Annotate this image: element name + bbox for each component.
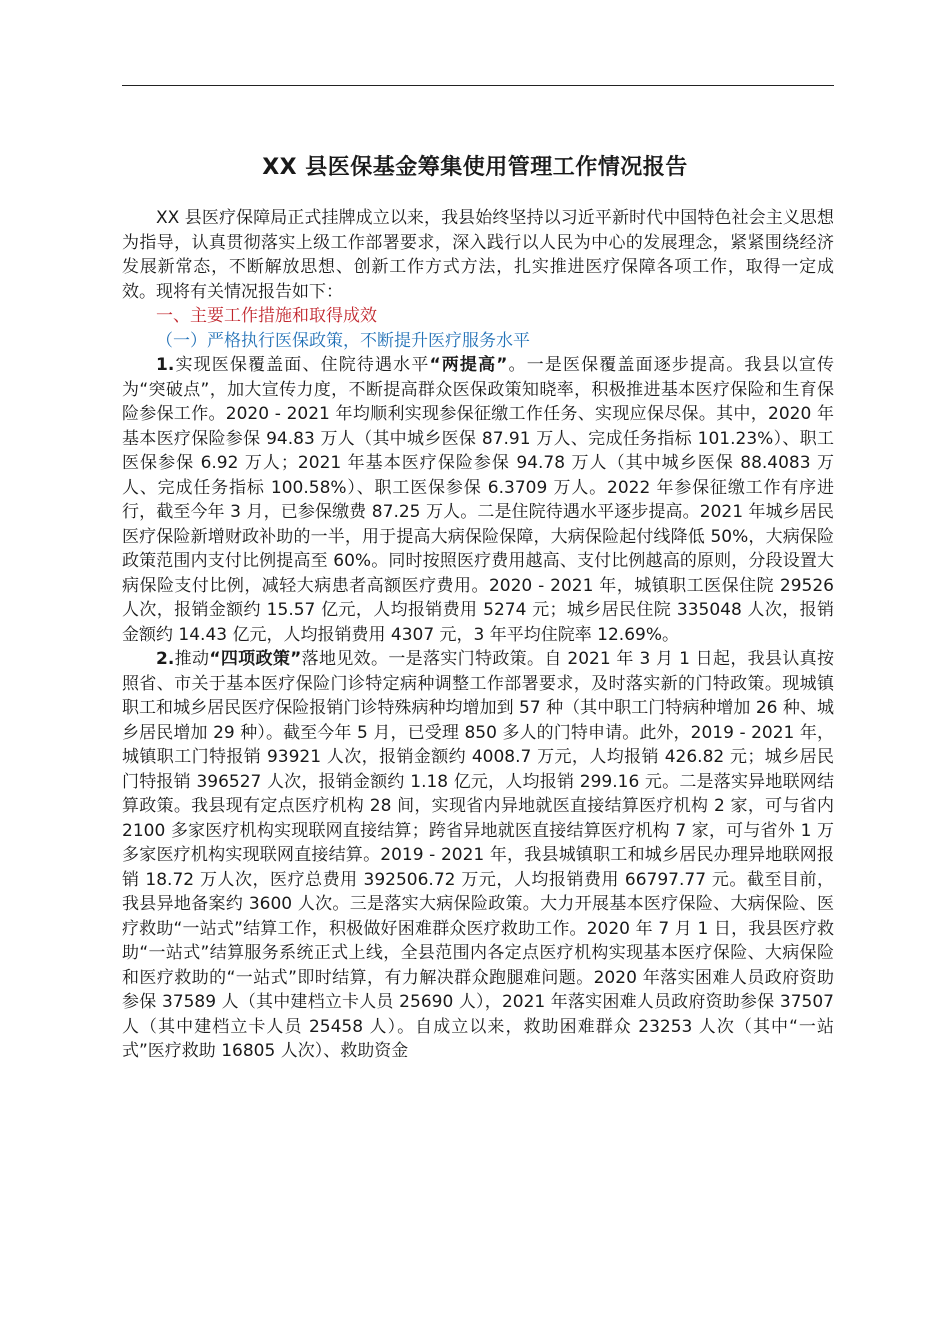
header-rule <box>122 85 834 86</box>
subsection-heading-1: （一）严格执行医保政策，不断提升医疗服务水平 <box>156 330 530 351</box>
item-1-lead-quote: “两提高” <box>429 355 508 375</box>
item-2-lead-end: 落地见效 <box>301 649 371 669</box>
item-2-lead: 推动 <box>174 649 210 669</box>
item-2-lead-quote: “四项政策” <box>209 649 302 669</box>
intro-paragraph: XX 县医疗保障局正式挂牌成立以来，我县始终坚持以习近平新时代中国特色社会主义思想为指导，认真贯彻落实上级工作部署要求，深入践行以人民为中心的发展理念，紧紧围绕经济发展新常态，不断解放思想、创新工作方式方法，扎实推进医疗保障各项工作，取得一定成效。现将有关情况报告如下： <box>122 208 834 302</box>
item-2-paragraph <box>122 647 834 1064</box>
section-heading-1: 一、主要工作措施和取得成效 <box>156 306 377 326</box>
item-1-body: 。一是医保覆盖面逐步提高。我县以宣传为“突破点”，加大宣传力度，不断提高群众医保政策知晓率，积极推进基本医疗保险和生育保险参保工作。2020 - 2021 年均顺利实现参保征缴工作任务、实现应保尽保。其中，2020 年基本医疗保险参保 94.83 万人（其中城乡医保 87.91 万人、完成任务指标 101.23%）、职工医保参保 6.92 万人；2021 年基本医疗保险参保 94.78 万人（其中城乡医保 88.4083 万人、完成任务指标 100.58%）、职工医保参保 6.3709 万人。2022 年参保征缴工作有序进行，截至今年 3 月，已参保缴费 87.25 万人。二是住院待遇水平逐步提高。2021 年城乡居民医疗保险新增财政补助的一半，用于提高大病保险保障，大病保险起付线降低 50%，大病保险政策范围内支付比例提高至 60%。同时按照医疗费用越高、支付比例越高的原则，分段设置大病保险支付比例，减轻大病患者高额医疗费用。2020 - 2021 年，城镇职工医保住院 29526 人次，报销金额约 15.57 亿元，人均报销费用 5274 元；城乡居民住院 335048 人次，报销金额约 14.43 亿元，人均报销费用 4307 元，3 年平均住院率 12.69%。 <box>122 355 835 645</box>
item-2-body: 。一是落实门特政策。自 2021 年 3 月 1 日起，我县认真按照省、市关于基本医疗保险门诊特定病种调整工作部署要求，及时落实新的门特政策。现城镇职工和城乡居民医疗保险报销门诊特殊病种均增加到 57 种（其中职工门特病种增加 26 种、城乡居民增加 29 种）。截至今年 5 月，已受理 850 多人的门特申请。此外，2019 - 2021 年，城镇职工门特报销 93921 人次，报销金额约 4008.7 万元，人均报销 426.82 元；城乡居民门特报销 396527 人次，报销金额约 1.18 亿元，人均报销 299.16 元。二是落实异地联网结算政策。我县现有定点医疗机构 28 间，实现省内异地就医直接结算医疗机构 2 家，可与省内 2100 多家医疗机构实现联网直接结算；跨省异地就医直接结算医疗机构 7 家，可与省外 1 万多家医疗机构实现联网直接结算。2019 - 2021 年，我县城镇职工和城乡居民办理异地联网报销 18.72 万人次，医疗总费用 392506.72 万元，人均报销费用 66797.77 元。截至目前，我县异地备案约 3600 人次。三是落实大病保险政策。大力开展基本医疗保险、大病保险、医疗救助“一站式”结算工作，积极做好困难群众医疗救助工作。2020 年 7 月 1 日，我县医疗救助“一站式”结算服务系统正式上线，全县范围内各定点医疗机构实现基本医疗保险、大病保险和医疗救助的“一站式”即时结算，有力解决群众跑腿难问题。2020 年落实困难人员政府资助参保 37589 人（其中建档立卡人员 25690 人），2021 年落实困难人员政府资助参保 37507 人（其中建档立卡人员 25458 人）。自成立以来，救助困难群众 23253 人次（其中“一站式”医疗救助 16805 人次）、救助资金 <box>122 649 834 1061</box>
item-1-lead: 实现医保覆盖面、住院待遇水平 <box>174 355 430 375</box>
item-1-paragraph <box>122 353 834 647</box>
item-1-number: 1. <box>156 355 175 375</box>
item-2-number: 2. <box>156 649 175 669</box>
document-title: XX 县医保基金筹集使用管理工作情况报告 <box>262 155 688 180</box>
document-body <box>122 206 834 1064</box>
